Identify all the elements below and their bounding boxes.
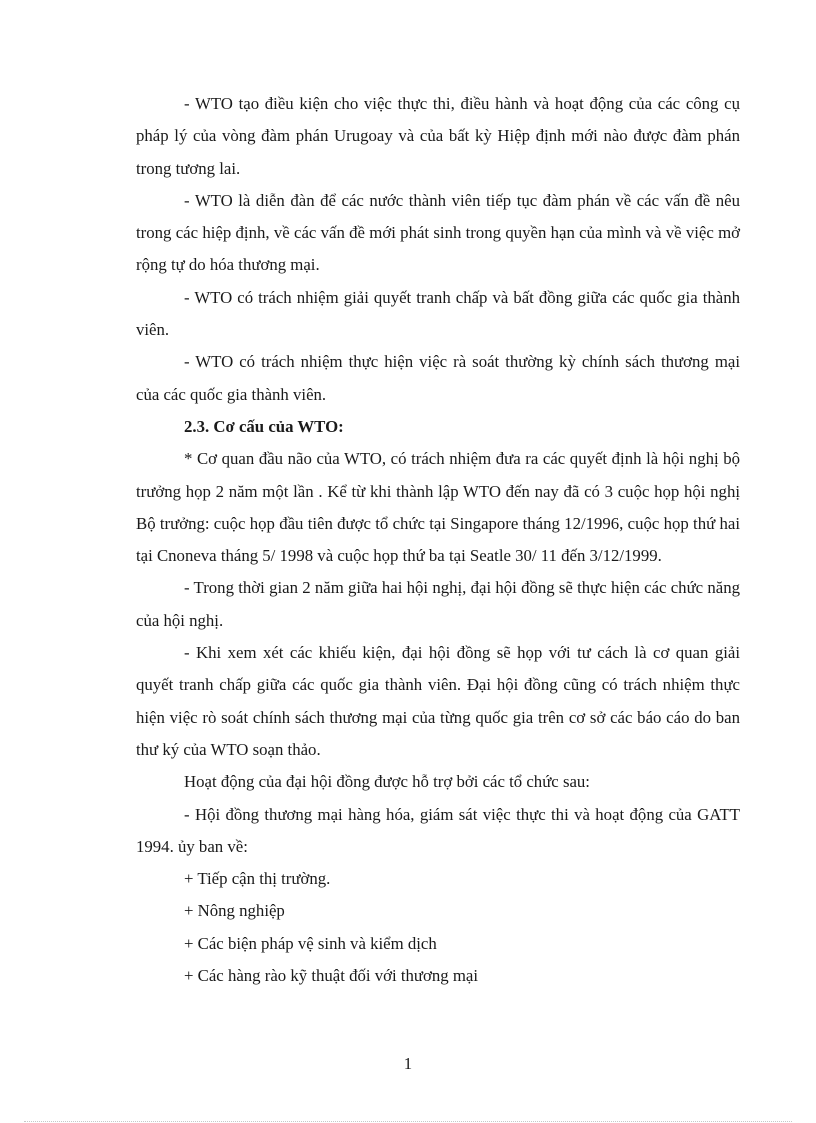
list-item: + Nông nghiệp [184,901,285,921]
document-body [136,88,740,992]
paragraph: - Khi xem xét các khiếu kiện, đại hội đồng sẽ họp với tư cách là cơ quan giải quyết tranh chấp giữa các quốc gia thành viên. Đại hội đồng cũng có trách nhiệm thực hiện việc rò soát chính sách thương mại của từng quốc gia trên cơ sở các báo cáo do ban thư ký của WTO soạn thảo. [136,643,740,759]
list-item: + Các biện pháp vệ sinh và kiểm dịch [184,933,437,953]
paragraph: - WTO tạo điều kiện cho việc thực thi, điều hành và hoạt động của các công cụ pháp lý của vòng đàm phán Urugoay và của bất kỳ Hiệp định mới nào được đàm phán trong tương lai. [136,94,740,178]
list-item: + Tiếp cận thị trường. [184,869,331,889]
paragraph: * Cơ quan đầu não của WTO, có trách nhiệm đưa ra các quyết định là hội nghị bộ trưởng họp 2 năm một lần . Kể từ khi thành lập WTO đến nay đã có 3 cuộc họp hội nghị Bộ trưởng: cuộc họp đầu tiên được tổ chức tại Singapore tháng 12/1996, cuộc họp thứ hai tại Cnoneva tháng 5/ 1998 và cuộc họp thứ ba tại Seatle 30/ 11 đến 3/12/1999. [136,449,740,566]
paragraph: - WTO có trách nhiệm thực hiện việc rà soát thường kỳ chính sách thương mại của các quốc gia thành viên. [136,352,740,404]
page-number: 1 [403,1054,413,1073]
paragraph: Hoạt động của đại hội đồng được hỗ trợ bởi các tổ chức sau: [184,772,590,792]
paragraph: - WTO là diễn đàn để các nước thành viên tiếp tục đàm phán về các vấn đề nêu trong các hiệp định, về các vấn đề mới phát sinh trong quyền hạn của mình và về việc mở rộng tự do hóa thương mại. [136,190,740,275]
list-item: + Các hàng rào kỹ thuật đối với thương mại [184,966,479,986]
paragraph: - WTO có trách nhiệm giải quyết tranh chấp và bất đồng giữa các quốc gia thành viên. [136,287,740,340]
paragraph: - Hội đồng thương mại hàng hóa, giám sát việc thực thi và hoạt động của GATT 1994. ủy ban về: [136,804,740,856]
section-heading: 2.3. Cơ cấu của WTO: [184,416,344,436]
page-edge-divider [24,1121,792,1122]
paragraph: - Trong thời gian 2 năm giữa hai hội nghị, đại hội đồng sẽ thực hiện các chức năng của hội nghị. [136,578,740,630]
